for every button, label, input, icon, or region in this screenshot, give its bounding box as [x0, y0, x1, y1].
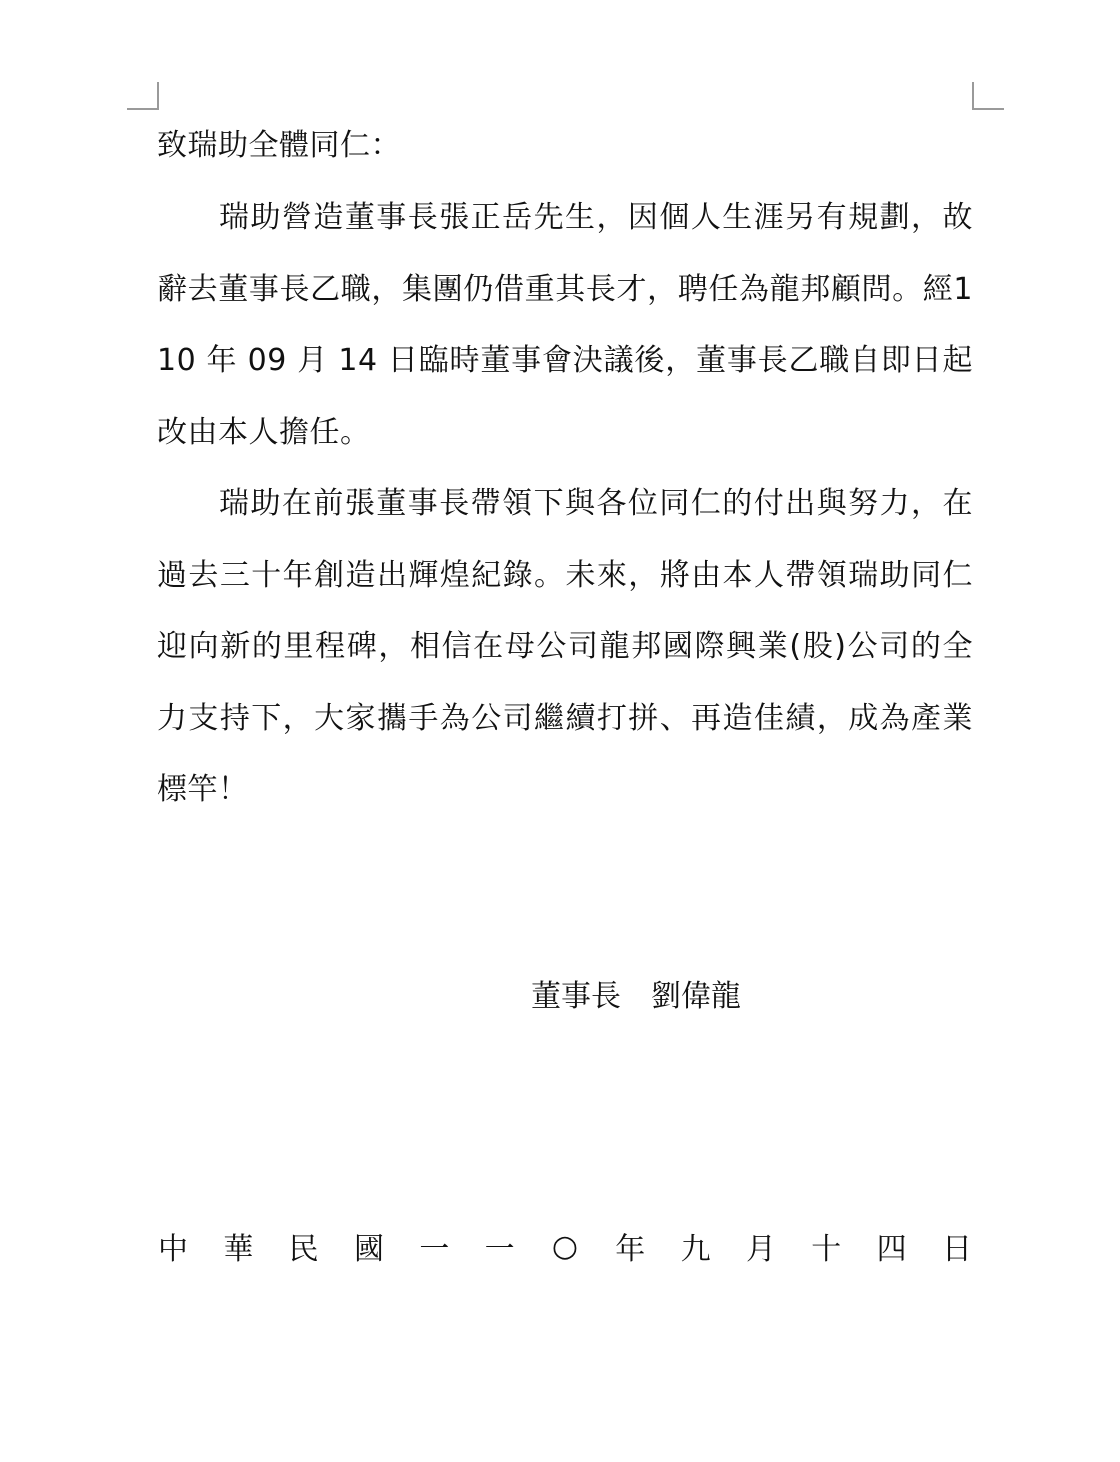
date-char: 年 — [615, 1232, 646, 1267]
signature-title: 董事長 — [531, 979, 621, 1014]
date-line — [157, 1218, 973, 1274]
margin-corner-mark-left — [127, 82, 159, 110]
paragraph-1: 瑞助營造董事長張正岳先生，因個人生涯另有規劃，故辭去董事長乙職，集團仍借重其長才，聘任為龍邦顧問。經110 年 09 月 14 日臨時董事會決議後，董事長乙職自即日起改由本人擔任。 — [157, 200, 973, 450]
date-char: 一 — [484, 1232, 515, 1267]
salutation: 致瑞助全體同仁： — [157, 128, 401, 163]
signature-name: 劉偉龍 — [651, 979, 741, 1014]
date-char: 一 — [419, 1232, 450, 1267]
margin-corner-mark-right — [972, 82, 1004, 110]
letter-body — [157, 116, 973, 826]
date-char: 華 — [223, 1232, 254, 1267]
date-char: 十 — [811, 1232, 842, 1267]
date-char: 中 — [158, 1232, 188, 1267]
date-char: 國 — [353, 1232, 384, 1267]
paragraph-2: 瑞助在前張董事長帶領下與各位同仁的付出與努力，在過去三十年創造出輝煌紀錄。未來，將由本人帶領瑞助同仁迎向新的里程碑，相信在母公司龍邦國際興業(股)公司的全力支持下，大家攜手為公司繼續打拼、再造佳績，成為產業標竿！ — [157, 486, 973, 807]
date-char: 民 — [288, 1232, 319, 1267]
date-char: 九 — [680, 1232, 711, 1267]
signature-block — [531, 972, 741, 1022]
date-char: 日 — [941, 1232, 972, 1267]
date-char: 月 — [745, 1232, 776, 1267]
date-char: ○ — [551, 1228, 579, 1264]
date-char: 四 — [876, 1232, 907, 1267]
